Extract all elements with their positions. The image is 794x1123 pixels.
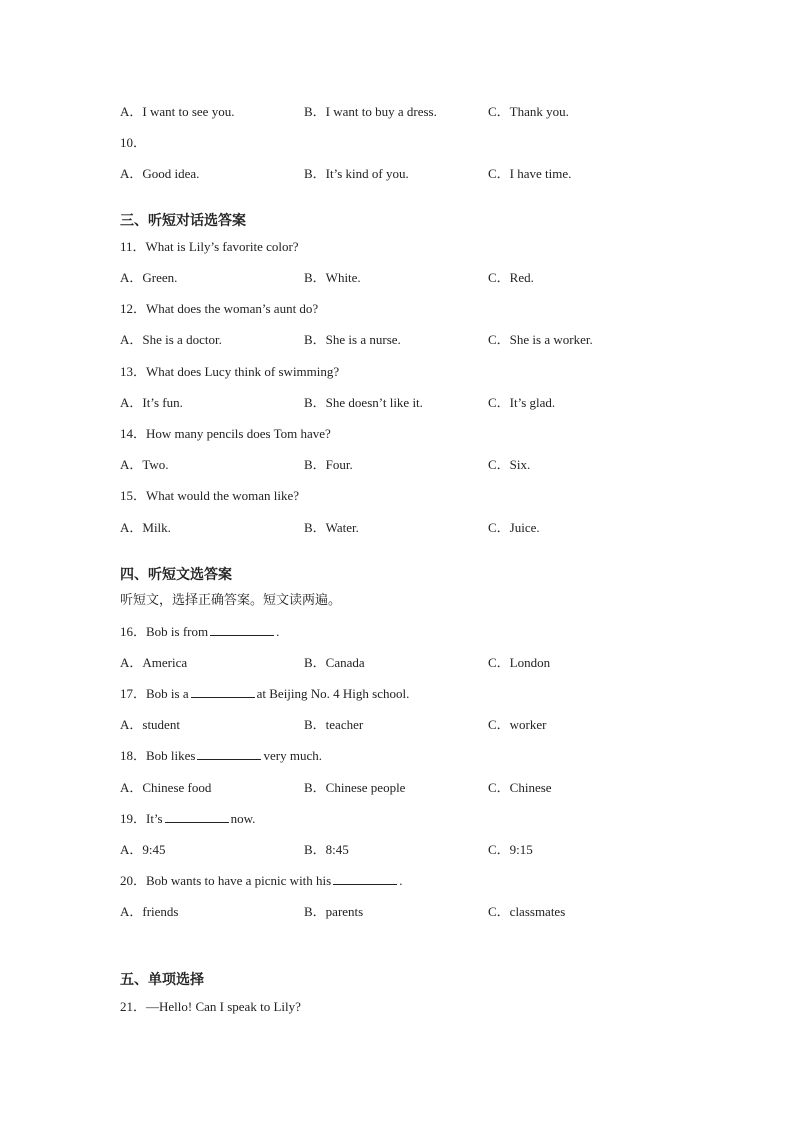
q13-option-b: B．She doesn’t like it. (304, 395, 423, 410)
q18-answer-blank (197, 748, 261, 760)
q18-stem-end: very much. (263, 748, 322, 763)
q13-stem: 13．What does Lucy think of swimming? (120, 364, 340, 379)
q16-stem (120, 624, 279, 640)
q13-option-c: C．It’s glad. (488, 395, 556, 410)
section5-title: 五、单项选择 (120, 972, 204, 988)
q16-stem-start: 16．Bob is from (120, 624, 209, 639)
q15-option-b: B．Water. (304, 520, 359, 535)
q18-stem (120, 748, 322, 764)
q18-option-a: A．Chinese food (120, 780, 212, 795)
q12-option-c: C．She is a worker. (488, 332, 593, 347)
q16-option-b: B．Canada (304, 655, 365, 670)
q19-option-c: C．9:15 (488, 842, 533, 857)
section3-title: 三、听短对话选答案 (120, 213, 246, 229)
q20-stem-start: 20．Bob wants to have a picnic with his (120, 873, 332, 888)
q20-option-a: A．friends (120, 904, 179, 919)
q14-option-b: B．Four. (304, 457, 353, 472)
q16-option-a: A．America (120, 655, 188, 670)
q10-option-b: B．It’s kind of you. (304, 166, 409, 181)
q16-stem-end: . (276, 624, 280, 639)
q14-stem: 14．How many pencils does Tom have? (120, 426, 331, 441)
q15-option-c: C．Juice. (488, 520, 540, 535)
q21-stem: 21．—Hello! Can I speak to Lily? (120, 999, 301, 1014)
q17-option-c: C．worker (488, 717, 547, 732)
q11-option-c: C．Red. (488, 270, 534, 285)
q20-option-c: C．classmates (488, 904, 566, 919)
q15-stem: 15．What would the woman like? (120, 488, 300, 503)
q12-option-b: B．She is a nurse. (304, 332, 401, 347)
q19-option-b: B．8:45 (304, 842, 349, 857)
q19-answer-blank (165, 811, 229, 823)
q20-answer-blank (333, 873, 397, 885)
q10-option-a: A．Good idea. (120, 166, 200, 181)
q17-stem (120, 686, 409, 702)
q20-stem (120, 873, 402, 889)
q13-option-a: A．It’s fun. (120, 395, 183, 410)
q12-stem: 12．What does the woman’s aunt do? (120, 301, 319, 316)
q9-option-b: B．I want to buy a dress. (304, 104, 437, 119)
q17-answer-blank (191, 686, 255, 698)
section4-instruction: 听短文，选择正确答案。短文读两遍。 (120, 593, 342, 608)
q18-stem-start: 18．Bob likes (120, 748, 196, 763)
q19-stem-start: 19．It’s (120, 811, 163, 826)
q19-stem (120, 811, 255, 827)
q17-option-b: B．teacher (304, 717, 364, 732)
q14-option-c: C．Six. (488, 457, 531, 472)
q9-option-a: A．I want to see you. (120, 104, 235, 119)
q19-option-a: A．9:45 (120, 842, 166, 857)
q17-stem-end: at Beijing No. 4 High school. (256, 686, 410, 701)
q10-stem: 10． (120, 135, 147, 150)
q17-option-a: A．student (120, 717, 180, 732)
q15-option-a: A．Milk. (120, 520, 171, 535)
q12-option-a: A．She is a doctor. (120, 332, 222, 347)
q11-option-b: B．White. (304, 270, 361, 285)
q14-option-a: A．Two. (120, 457, 169, 472)
q20-stem-end: . (399, 873, 403, 888)
q17-stem-start: 17．Bob is a (120, 686, 189, 701)
q16-option-c: C．London (488, 655, 551, 670)
q10-option-c: C．I have time. (488, 166, 572, 181)
q20-option-b: B．parents (304, 904, 364, 919)
q18-option-b: B．Chinese people (304, 780, 406, 795)
q18-option-c: C．Chinese (488, 780, 552, 795)
q11-option-a: A．Green. (120, 270, 178, 285)
q9-option-c: C．Thank you. (488, 104, 569, 119)
q16-answer-blank (210, 624, 274, 636)
section4-title: 四、听短文选答案 (120, 567, 232, 583)
q11-stem: 11．What is Lily’s favorite color? (120, 239, 299, 254)
q19-stem-end: now. (230, 811, 256, 826)
